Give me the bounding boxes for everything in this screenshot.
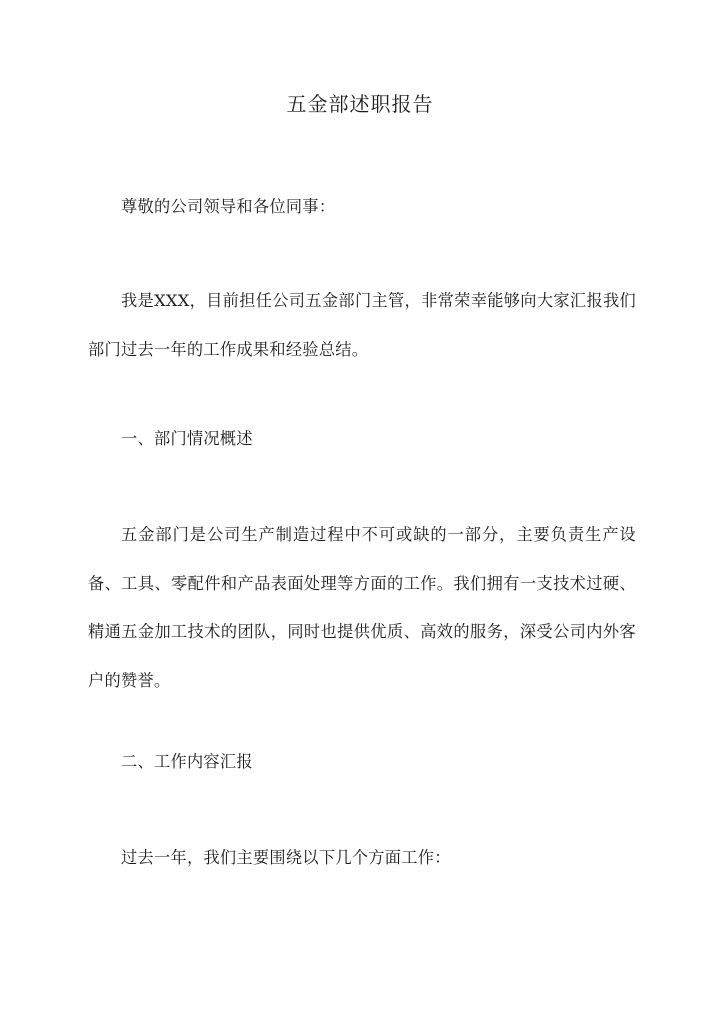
- overview-paragraph: 五金部门是公司生产制造过程中不可或缺的一部分，主要负责生产设备、工具、零配件和产品表面处理等方面的工作。我们拥有一支技术过硬、精通五金加工技术的团队，同时也提供优质、高效的服务，深受公司内外客户的赞誉。: [88, 525, 636, 690]
- salutation-paragraph: 尊敬的公司领导和各位同事：: [121, 197, 336, 216]
- document-title: 五金部述职报告: [286, 92, 434, 116]
- intro-paragraph: 我是XXX，目前担任公司五金部门主管，非常荣幸能够向大家汇报我们部门过去一年的工作成果和经验总结。: [88, 291, 636, 359]
- section-heading-overview: 一、部门情况概述: [121, 429, 253, 448]
- section-heading-work-report: 二、工作内容汇报: [121, 752, 253, 771]
- work-intro-paragraph: 过去一年，我们主要围绕以下几个方面工作：: [121, 848, 451, 867]
